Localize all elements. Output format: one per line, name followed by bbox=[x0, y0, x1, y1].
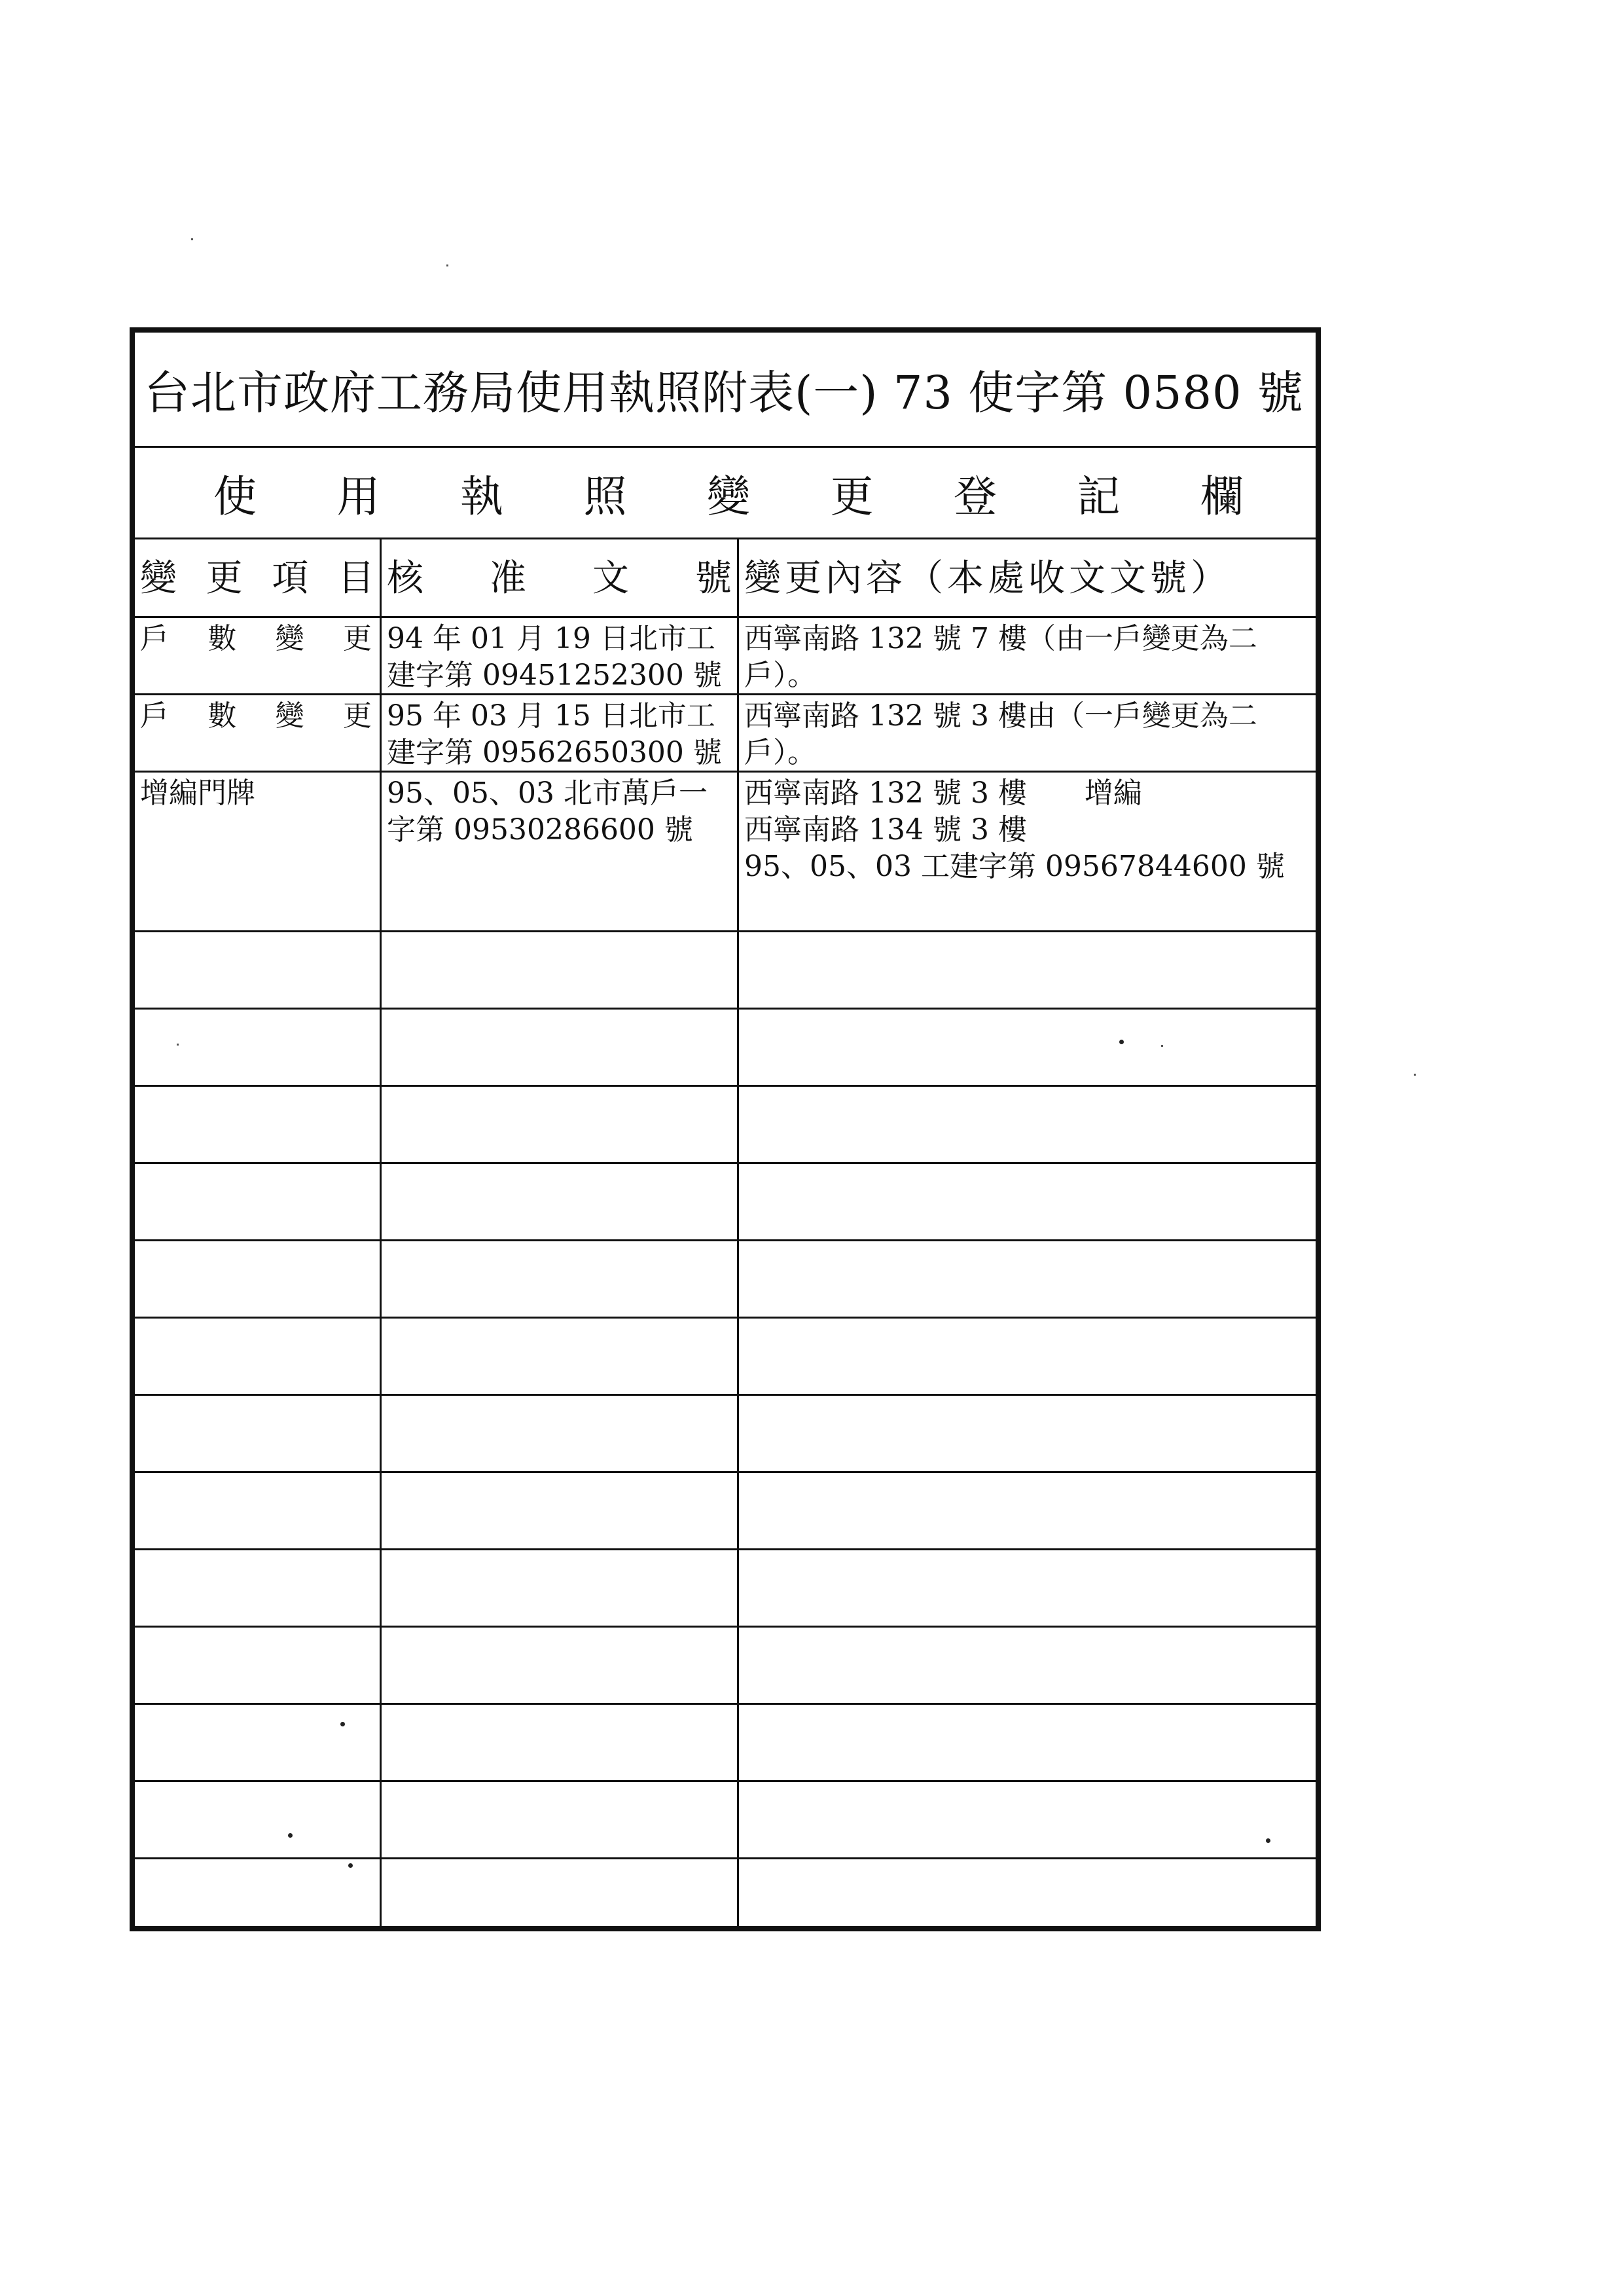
empty-row bbox=[135, 1241, 1316, 1319]
header-char: 更 bbox=[206, 557, 243, 600]
header-approval-number bbox=[382, 539, 737, 616]
table-row bbox=[135, 773, 1316, 932]
approval-line: 94 年 01 月 19 日北市工 bbox=[387, 622, 715, 655]
item-char: 更 bbox=[342, 699, 372, 733]
empty-row bbox=[135, 1087, 1316, 1164]
item-char: 數 bbox=[207, 622, 237, 655]
item-char: 數 bbox=[207, 699, 237, 733]
scan-speck bbox=[1161, 1045, 1163, 1047]
subtitle-char: 執 bbox=[460, 471, 503, 522]
empty-row bbox=[135, 1473, 1316, 1550]
content-line: 戶）。 bbox=[744, 659, 816, 692]
header-char: 核 bbox=[387, 557, 423, 600]
column-divider bbox=[380, 539, 382, 1926]
content-line: 西寧南路 132 號 3 樓由（一戶變更為二 bbox=[744, 699, 1257, 733]
header-char: 變 bbox=[140, 557, 177, 600]
change-item bbox=[135, 695, 380, 771]
item-char: 戶 bbox=[140, 622, 169, 655]
header-char: 准 bbox=[490, 557, 526, 600]
empty-row bbox=[135, 1010, 1316, 1087]
empty-row bbox=[135, 1550, 1316, 1628]
approval-line: 95、05、03 北市萬戶一 bbox=[387, 776, 708, 810]
scan-speck bbox=[1266, 1838, 1270, 1843]
approval-line: 95 年 03 月 15 日北市工 bbox=[387, 699, 715, 733]
item-char: 變 bbox=[275, 699, 304, 733]
subtitle-char: 記 bbox=[1077, 471, 1121, 522]
change-item bbox=[135, 618, 380, 693]
approval-line: 建字第 09562650300 號 bbox=[387, 736, 722, 769]
header-char: 號 bbox=[695, 557, 732, 600]
item-char: 變 bbox=[275, 622, 304, 655]
content-line: 西寧南路 134 號 3 樓 bbox=[744, 813, 1027, 847]
scan-speck bbox=[1119, 1040, 1124, 1044]
table-row bbox=[135, 618, 1316, 695]
empty-row bbox=[135, 1164, 1316, 1241]
header-char: 項 bbox=[272, 557, 309, 600]
header-change-item bbox=[135, 539, 380, 616]
approval-line: 建字第 09451252300 號 bbox=[387, 659, 722, 692]
subtitle-char: 更 bbox=[830, 471, 874, 522]
change-item: 增編門牌 bbox=[140, 776, 255, 810]
scan-speck bbox=[288, 1833, 293, 1838]
subtitle-char: 登 bbox=[954, 471, 997, 522]
empty-row bbox=[135, 1859, 1316, 1926]
form-subtitle bbox=[135, 448, 1316, 539]
header-change-content: 變更內容（本處收文文號） bbox=[744, 557, 1231, 600]
empty-row bbox=[135, 1782, 1316, 1859]
change-content bbox=[739, 695, 1316, 771]
approval-line: 字第 09530286600 號 bbox=[387, 813, 693, 847]
empty-row bbox=[135, 1628, 1316, 1705]
item-char: 更 bbox=[342, 622, 372, 655]
subtitle-char: 欄 bbox=[1200, 471, 1244, 522]
subtitle-char: 照 bbox=[583, 471, 627, 522]
change-content bbox=[739, 773, 1316, 930]
change-content bbox=[739, 618, 1316, 693]
empty-row bbox=[135, 1319, 1316, 1396]
scan-speck bbox=[340, 1722, 345, 1726]
empty-row bbox=[135, 1705, 1316, 1782]
content-line: 95、05、03 工建字第 09567844600 號 bbox=[744, 850, 1285, 883]
table-row bbox=[135, 695, 1316, 773]
usage-permit-form bbox=[130, 327, 1321, 1931]
scan-speck bbox=[446, 264, 448, 266]
header-char: 目 bbox=[337, 557, 374, 600]
item-char: 戶 bbox=[140, 699, 169, 733]
table-header-row bbox=[135, 539, 1316, 618]
scan-speck bbox=[191, 238, 193, 240]
approval-number bbox=[382, 695, 737, 771]
subtitle-char: 使 bbox=[213, 471, 257, 522]
content-line: 西寧南路 132 號 7 樓（由一戶變更為二 bbox=[744, 622, 1257, 655]
content-line: 戶）。 bbox=[744, 736, 816, 769]
column-divider bbox=[737, 539, 739, 1926]
subtitle-char: 用 bbox=[336, 471, 380, 522]
content-line: 西寧南路 132 號 3 樓 增編 bbox=[744, 776, 1142, 810]
subtitle-char: 變 bbox=[707, 471, 750, 522]
approval-number bbox=[382, 773, 737, 930]
scan-speck bbox=[348, 1863, 353, 1868]
empty-row bbox=[135, 1396, 1316, 1473]
change-record-table bbox=[135, 539, 1316, 1926]
scan-speck bbox=[177, 1044, 179, 1046]
approval-number bbox=[382, 618, 737, 693]
empty-row bbox=[135, 932, 1316, 1010]
form-title: 台北市政府工務局使用執照附表(一) 73 使字第 0580 號 bbox=[135, 333, 1316, 448]
scan-speck bbox=[1414, 1074, 1416, 1076]
header-char: 文 bbox=[592, 557, 629, 600]
